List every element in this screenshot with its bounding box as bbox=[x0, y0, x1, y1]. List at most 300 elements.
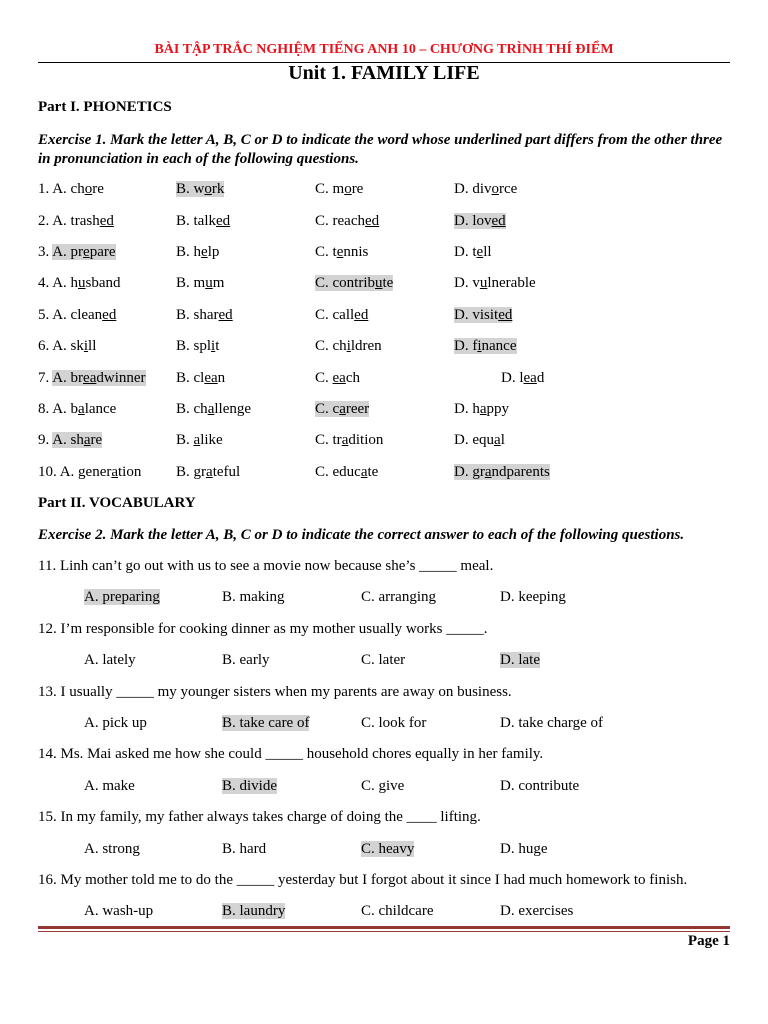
underlined-part: ea bbox=[523, 369, 537, 386]
option-letter: D. bbox=[454, 181, 469, 198]
word-part: div bbox=[472, 181, 492, 198]
answer-options-row bbox=[38, 834, 730, 865]
answer-option bbox=[176, 464, 240, 480]
word-part: l bbox=[500, 432, 505, 449]
phonetics-question-row bbox=[38, 174, 730, 205]
word-part: te bbox=[367, 463, 379, 480]
word-part: rce bbox=[499, 181, 518, 198]
option-text: take charge of bbox=[518, 714, 604, 731]
exercise-2-instruction: Exercise 2. Mark the letter A, B, C or D to indicate the correct answer to each of the following questions. bbox=[38, 526, 685, 543]
question-number: 6. bbox=[38, 338, 50, 355]
highlighted-answer-option bbox=[361, 841, 414, 857]
answer-option bbox=[361, 715, 426, 731]
option-cell bbox=[361, 896, 433, 927]
answer-option bbox=[84, 652, 136, 668]
option-text: give bbox=[378, 777, 405, 794]
underlined-part: o bbox=[344, 181, 352, 198]
word-part: br bbox=[70, 369, 84, 386]
highlighted-answer-option bbox=[500, 652, 540, 668]
option-letter: C. bbox=[315, 369, 329, 386]
answer-options-row bbox=[38, 771, 730, 802]
question-flow bbox=[38, 174, 730, 927]
option-cell bbox=[500, 708, 603, 739]
question-number: 9. bbox=[38, 432, 50, 449]
underlined-part: e bbox=[476, 244, 484, 261]
word-part: teful bbox=[212, 463, 241, 480]
highlighted-answer-option bbox=[315, 401, 369, 417]
highlighted-answer-option bbox=[454, 213, 506, 229]
option-text: making bbox=[239, 589, 285, 606]
word-part: m bbox=[332, 181, 345, 198]
option-cell bbox=[222, 771, 277, 802]
option-cell bbox=[500, 645, 540, 676]
option-cell bbox=[38, 394, 116, 425]
word-part: gr bbox=[193, 463, 207, 480]
option-cell bbox=[176, 425, 223, 456]
phonetics-question-row bbox=[38, 394, 730, 425]
option-text: look for bbox=[378, 714, 427, 731]
question-number: 1. bbox=[38, 181, 50, 198]
option-letter: C. bbox=[315, 401, 329, 418]
option-letter: B. bbox=[222, 777, 236, 794]
option-letter: A. bbox=[84, 652, 99, 669]
unit-title: Unit 1. FAMILY LIFE bbox=[288, 62, 480, 84]
highlighted-answer-option bbox=[222, 715, 309, 731]
underlined-part: a bbox=[78, 401, 85, 418]
option-letter: A. bbox=[52, 338, 67, 355]
answer-option bbox=[361, 652, 405, 668]
question-stem bbox=[38, 614, 730, 645]
option-cell bbox=[176, 394, 251, 425]
question-number: 11. bbox=[38, 557, 57, 574]
word-part: gener bbox=[78, 463, 112, 480]
highlighted-answer-option bbox=[176, 181, 224, 197]
word-part: d bbox=[536, 369, 545, 386]
word-part: reer bbox=[345, 401, 370, 418]
option-cell bbox=[361, 708, 426, 739]
option-cell bbox=[315, 206, 379, 237]
word-part: ldren bbox=[350, 338, 382, 355]
option-letter: B. bbox=[176, 306, 190, 323]
option-cell bbox=[454, 206, 506, 237]
option-cell bbox=[315, 425, 383, 456]
option-cell bbox=[38, 174, 104, 205]
option-text: wash-up bbox=[102, 903, 154, 920]
word-part: n bbox=[217, 369, 226, 386]
option-cell bbox=[38, 457, 141, 488]
underlined-part: a bbox=[206, 463, 213, 480]
option-cell bbox=[454, 237, 492, 268]
answer-option bbox=[52, 338, 96, 354]
option-cell bbox=[84, 896, 153, 927]
question-number: 16. bbox=[38, 871, 57, 888]
option-cell bbox=[315, 394, 369, 425]
option-cell bbox=[500, 834, 548, 865]
option-cell bbox=[38, 363, 146, 394]
word-part: te bbox=[382, 275, 394, 292]
answer-option bbox=[361, 589, 436, 605]
answer-option bbox=[176, 275, 224, 291]
question-stem bbox=[38, 802, 730, 833]
word-part: re bbox=[90, 432, 103, 449]
underlined-part: a bbox=[193, 432, 201, 449]
option-letter: A. bbox=[52, 212, 67, 229]
question-number: 5. bbox=[38, 306, 50, 323]
question-number: 3. bbox=[38, 244, 50, 261]
answer-option bbox=[454, 181, 517, 197]
footer-divider-thick bbox=[38, 926, 730, 929]
answer-option bbox=[84, 903, 153, 919]
highlighted-answer-option bbox=[454, 338, 517, 354]
question-number: 7. bbox=[38, 369, 50, 386]
phonetics-question-row bbox=[38, 457, 730, 488]
answer-option bbox=[315, 213, 379, 229]
option-text: make bbox=[102, 777, 135, 794]
underlined-part: ed bbox=[102, 306, 117, 323]
section-heading-vocabulary: Part II. VOCABULARY bbox=[38, 495, 196, 512]
option-cell bbox=[84, 708, 147, 739]
option-cell bbox=[222, 834, 266, 865]
option-text: pick up bbox=[102, 714, 147, 731]
question-stem bbox=[38, 865, 730, 896]
answer-option bbox=[52, 401, 116, 417]
word-part: call bbox=[332, 306, 355, 323]
option-text: strong bbox=[102, 840, 140, 857]
option-cell bbox=[315, 174, 363, 205]
option-letter: D. bbox=[454, 432, 469, 449]
option-letter: A. bbox=[84, 903, 99, 920]
word-part: re bbox=[92, 181, 104, 198]
word-part: dwinner bbox=[96, 369, 146, 386]
option-cell bbox=[500, 896, 573, 927]
option-letter: B. bbox=[222, 714, 236, 731]
option-letter: A. bbox=[52, 306, 67, 323]
option-letter: C. bbox=[315, 212, 329, 229]
question-number: 12. bbox=[38, 620, 57, 637]
answer-option bbox=[500, 715, 603, 731]
word-part: tion bbox=[118, 463, 142, 480]
word-part: talk bbox=[193, 212, 217, 229]
option-text: later bbox=[378, 652, 406, 669]
question-number: 13. bbox=[38, 683, 57, 700]
word-part: reach bbox=[332, 212, 365, 229]
phonetics-question-row bbox=[38, 331, 730, 362]
word-part: lov bbox=[472, 212, 492, 229]
option-cell bbox=[38, 300, 116, 331]
answer-option bbox=[361, 903, 433, 919]
word-part: ll bbox=[483, 244, 492, 261]
option-letter: A. bbox=[52, 244, 67, 261]
option-letter: B. bbox=[222, 903, 236, 920]
underlined-part: i bbox=[477, 338, 482, 355]
word-part: l bbox=[519, 369, 524, 386]
question-number: 15. bbox=[38, 809, 57, 826]
answer-option bbox=[176, 307, 233, 323]
option-cell bbox=[454, 300, 512, 331]
underlined-part: e bbox=[83, 244, 90, 261]
option-letter: C. bbox=[361, 840, 375, 857]
underlined-part: e bbox=[336, 244, 344, 261]
underlined-part: ed bbox=[498, 306, 513, 323]
underlined-part: ea bbox=[204, 369, 218, 386]
option-text: hard bbox=[239, 840, 267, 857]
underlined-part: u bbox=[205, 275, 213, 292]
word-part: lnerable bbox=[487, 275, 536, 292]
option-cell bbox=[361, 834, 414, 865]
option-cell bbox=[315, 457, 378, 488]
answer-option bbox=[500, 841, 548, 857]
option-cell bbox=[315, 363, 360, 394]
word-part: ll bbox=[88, 338, 97, 355]
answer-option bbox=[315, 432, 383, 448]
word-part: b bbox=[70, 401, 79, 418]
word-part: ch bbox=[332, 338, 347, 355]
option-cell bbox=[315, 237, 368, 268]
answer-option bbox=[454, 275, 536, 291]
answer-option bbox=[84, 778, 135, 794]
option-cell bbox=[176, 363, 225, 394]
option-letter: C. bbox=[315, 306, 329, 323]
answer-option bbox=[315, 464, 378, 480]
word-part: re bbox=[351, 181, 364, 198]
word-part: like bbox=[200, 432, 223, 449]
question-number: 4. bbox=[38, 275, 50, 292]
option-text: contribute bbox=[518, 777, 580, 794]
underlined-part: a bbox=[111, 463, 119, 480]
underlined-part: a bbox=[341, 432, 349, 449]
exercise-1-instruction: Exercise 1. Mark the letter A, B, C or D to indicate the word whose underlined part differs from the other three in pronunciation in each of the following questions. bbox=[38, 132, 723, 167]
option-text: take care of bbox=[239, 714, 310, 731]
highlighted-answer-option bbox=[222, 778, 277, 794]
option-letter: A. bbox=[84, 589, 99, 606]
question-number: 8. bbox=[38, 401, 50, 418]
word-part: ppy bbox=[486, 401, 510, 418]
option-letter: C. bbox=[315, 244, 329, 261]
option-cell bbox=[500, 582, 566, 613]
underlined-part: ed bbox=[491, 212, 506, 229]
option-letter: C. bbox=[315, 432, 329, 449]
word-part: nance bbox=[481, 338, 517, 355]
option-letter: A. bbox=[59, 463, 75, 480]
word-part: gr bbox=[472, 463, 485, 480]
answer-option bbox=[500, 903, 573, 919]
word-part: pr bbox=[70, 244, 84, 261]
highlighted-answer-option bbox=[52, 370, 145, 386]
phonetics-question-row bbox=[38, 268, 730, 299]
option-text: early bbox=[239, 652, 270, 669]
underlined-part: ed bbox=[216, 212, 231, 229]
answer-option bbox=[500, 778, 579, 794]
section-heading-phonetics: Part I. PHONETICS bbox=[38, 99, 172, 115]
word-part: trash bbox=[70, 212, 100, 229]
question-number: 14. bbox=[38, 746, 57, 763]
answer-options-row bbox=[38, 582, 730, 613]
answer-option bbox=[315, 307, 368, 323]
option-cell bbox=[176, 174, 224, 205]
answer-option bbox=[454, 244, 492, 260]
option-letter: D. bbox=[500, 777, 515, 794]
option-letter: D. bbox=[454, 338, 469, 355]
word-part: ch bbox=[345, 369, 361, 386]
question-text: Ms. Mai asked me how she could _____ household chores equally in her family. bbox=[60, 746, 544, 763]
underlined-part: a bbox=[479, 401, 487, 418]
word-part: pare bbox=[89, 244, 116, 261]
underlined-part: ed bbox=[364, 212, 380, 229]
answer-options-row bbox=[38, 645, 730, 676]
option-cell bbox=[38, 268, 121, 299]
word-part: tr bbox=[332, 432, 342, 449]
option-letter: C. bbox=[361, 652, 375, 669]
word-part: f bbox=[472, 338, 478, 355]
phonetics-question-row bbox=[38, 237, 730, 268]
option-letter: D. bbox=[500, 840, 515, 857]
option-letter: B. bbox=[176, 244, 190, 261]
option-letter: D. bbox=[454, 244, 469, 261]
word-part: dition bbox=[348, 432, 384, 449]
underlined-part: ea bbox=[83, 369, 97, 386]
word-part: w bbox=[193, 181, 205, 198]
option-letter: D. bbox=[454, 275, 469, 292]
answer-option bbox=[176, 338, 219, 354]
option-letter: C. bbox=[315, 181, 329, 198]
answer-option bbox=[52, 275, 120, 291]
option-text: arranging bbox=[378, 589, 436, 606]
option-letter: A. bbox=[84, 714, 99, 731]
option-cell bbox=[38, 331, 96, 362]
option-cell bbox=[361, 645, 405, 676]
option-letter: C. bbox=[315, 463, 329, 480]
option-cell bbox=[38, 237, 116, 268]
option-letter: D. bbox=[454, 212, 469, 229]
option-letter: A. bbox=[52, 275, 67, 292]
answer-option bbox=[84, 715, 147, 731]
option-text: childcare bbox=[378, 903, 434, 920]
answer-options-row bbox=[38, 708, 730, 739]
underlined-part: a bbox=[83, 432, 91, 449]
underlined-part: a bbox=[207, 401, 215, 418]
option-cell bbox=[315, 300, 368, 331]
word-part: lance bbox=[84, 401, 117, 418]
option-cell bbox=[222, 708, 309, 739]
word-part: ch bbox=[70, 181, 85, 198]
option-letter: B. bbox=[176, 463, 190, 480]
answer-option bbox=[60, 464, 142, 480]
answer-option bbox=[52, 181, 104, 197]
option-cell bbox=[361, 582, 436, 613]
page-number: Page 1 bbox=[687, 933, 730, 949]
answer-option bbox=[500, 589, 566, 605]
underlined-part: a bbox=[484, 463, 492, 480]
word-part: lp bbox=[207, 244, 220, 261]
option-letter: A. bbox=[84, 777, 99, 794]
answer-option bbox=[315, 370, 360, 386]
option-letter: D. bbox=[454, 463, 469, 480]
option-letter: D. bbox=[500, 589, 515, 606]
phonetics-question-row bbox=[38, 425, 730, 456]
answer-option bbox=[222, 589, 285, 605]
word-part: equ bbox=[472, 432, 495, 449]
question-text: I usually _____ my younger sisters when my parents are away on business. bbox=[60, 683, 512, 700]
highlighted-answer-option bbox=[52, 244, 115, 260]
answer-option bbox=[176, 401, 251, 417]
word-part: llenge bbox=[214, 401, 252, 418]
word-part: spl bbox=[193, 338, 212, 355]
option-letter: D. bbox=[500, 903, 515, 920]
option-letter: B. bbox=[176, 275, 190, 292]
underlined-part: i bbox=[346, 338, 351, 355]
option-letter: C. bbox=[361, 589, 375, 606]
option-text: exercises bbox=[518, 903, 574, 920]
word-part: rk bbox=[211, 181, 225, 198]
option-cell bbox=[176, 457, 240, 488]
option-cell bbox=[454, 457, 550, 488]
underlined-part: o bbox=[84, 181, 93, 198]
answer-option bbox=[454, 432, 505, 448]
option-letter: D. bbox=[454, 306, 469, 323]
answer-option bbox=[222, 652, 270, 668]
option-cell bbox=[501, 363, 544, 394]
option-letter: A. bbox=[52, 181, 67, 198]
vocabulary-question-list bbox=[38, 551, 730, 928]
word-part: ndparents bbox=[491, 463, 550, 480]
option-letter: B. bbox=[176, 369, 190, 386]
option-cell bbox=[38, 206, 114, 237]
option-text: keeping bbox=[518, 589, 566, 606]
word-part: t bbox=[472, 244, 477, 261]
document-header-title: BÀI TẬP TRẮC NGHIỆM TIẾNG ANH 10 – CHƯƠNG TRÌNH THÍ ĐIỂM bbox=[154, 42, 614, 57]
phonetics-question-row bbox=[38, 300, 730, 331]
word-part: visit bbox=[472, 306, 499, 323]
answer-option bbox=[84, 841, 140, 857]
word-part: sband bbox=[85, 275, 121, 292]
option-text: divide bbox=[239, 777, 278, 794]
option-letter: C. bbox=[315, 338, 329, 355]
underlined-part: ed bbox=[99, 212, 114, 229]
option-cell bbox=[454, 174, 517, 205]
option-cell bbox=[222, 896, 285, 927]
word-part: c bbox=[332, 401, 340, 418]
option-cell bbox=[222, 645, 270, 676]
option-cell bbox=[176, 331, 219, 362]
option-cell bbox=[315, 268, 393, 299]
option-letter: A. bbox=[52, 432, 67, 449]
option-letter: D. bbox=[454, 401, 469, 418]
option-text: late bbox=[518, 652, 540, 669]
answer-option bbox=[501, 370, 544, 386]
question-stem bbox=[38, 739, 730, 770]
option-letter: B. bbox=[222, 589, 236, 606]
option-letter: A. bbox=[52, 401, 67, 418]
option-text: lately bbox=[102, 652, 136, 669]
word-part: educ bbox=[332, 463, 361, 480]
question-text: My mother told me to do the _____ yesterday but I forgot about it since I had much homework to finish. bbox=[60, 871, 688, 888]
word-part: sk bbox=[70, 338, 84, 355]
question-text: In my family, my father always takes charge of doing the ____ lifting. bbox=[60, 809, 481, 826]
option-letter: B. bbox=[176, 401, 190, 418]
answer-option bbox=[361, 778, 404, 794]
answer-option bbox=[315, 181, 363, 197]
option-cell bbox=[84, 645, 136, 676]
word-part: nnis bbox=[343, 244, 369, 261]
answer-option bbox=[176, 213, 230, 229]
answer-option bbox=[52, 213, 114, 229]
highlighted-answer-option bbox=[222, 903, 285, 919]
option-text: huge bbox=[518, 840, 548, 857]
phonetics-question-row bbox=[38, 206, 730, 237]
option-cell bbox=[84, 834, 140, 865]
option-letter: B. bbox=[176, 432, 190, 449]
underlined-part: a bbox=[360, 463, 368, 480]
